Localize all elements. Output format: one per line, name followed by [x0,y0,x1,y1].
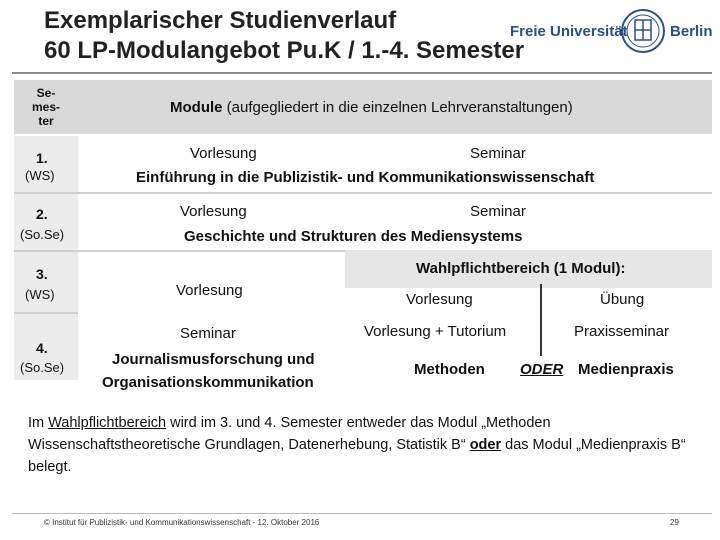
methoden-module: Methoden [414,361,485,378]
wahlpflicht-vorlesung: Vorlesung [406,291,473,308]
seal-icon [620,8,666,54]
slide-title [44,6,524,66]
semester-1-number: 1. [36,150,48,166]
title-line-1: Exemplarischer Studienverlauf [44,7,397,34]
row-divider-3 [14,312,78,314]
university-logo [510,8,713,54]
note-part-3: wird im 3. und 4. Semester entweder das Modul „Methoden Wissenschaftstheoretische Grundlagen, Datenerhebung, Statistik B“ [28,415,551,453]
row-1-vorlesung: Vorlesung [190,145,257,162]
semester-3-number: 3. [36,266,48,282]
note-part-1: Im [28,415,49,431]
sem-header-line-2: mes- [31,100,60,114]
module-header-text [170,99,573,116]
semester-2-number: 2. [36,206,48,222]
journalism-seminar: Seminar [180,325,236,342]
sem-header-line-1: Se- [36,86,56,100]
module-header-rest: (aufgegliedert in die einzelnen Lehrveranstaltungen) [222,99,573,116]
wahlpflicht-header: Wahlpflichtbereich (1 Modul): [416,260,626,277]
semester-4-number: 4. [36,340,48,356]
wahlpflicht-vorlesung-tutorium: Vorlesung + Tutorium [364,323,507,340]
row-2-vorlesung: Vorlesung [180,203,247,220]
footer-text: © Institut für Publizistik- und Kommunikationswissenschaft - 12. Oktober 2016 [44,518,320,527]
note-wahlpflicht: Wahlpflichtbereich [48,415,167,431]
note-paragraph [28,412,688,478]
title-line-2: 60 LP-Modulangebot Pu.K / 1.-4. Semester [44,37,525,64]
footer-divider [12,513,712,514]
row-1-module-title: Einführung in die Publizistik- und Kommunikationswissenschaft [136,169,595,186]
module-header-bold: Module [170,99,223,116]
row-1-seminar: Seminar [470,145,526,162]
row-2-module-title: Geschichte und Strukturen des Mediensystems [184,228,523,245]
page-number: 29 [670,518,679,527]
logo-text-right: Berlin [670,23,713,40]
medienpraxis-module: Medienpraxis [578,361,674,378]
note-oder: oder [469,437,502,453]
module-header [78,80,712,136]
oder-label: ODER [520,361,564,378]
row-2-seminar: Seminar [470,203,526,220]
wahlpflicht-divider [540,284,542,356]
title-divider [12,72,712,74]
wahlpflicht-uebung: Übung [600,291,645,308]
semester-1-term: (WS) [25,168,55,183]
note-part-5: das Modul „Medienpraxis B“ belegt. [28,437,686,475]
semester-header [14,80,78,136]
journalism-vorlesung: Vorlesung [176,282,243,299]
row-divider-1 [14,192,712,194]
journalism-title-line-2: Organisationskommunikation [102,374,314,391]
journalism-title-line-1: Journalismusforschung und [112,351,315,368]
semester-3-term: (WS) [25,287,55,302]
logo-text-left: Freie Universität [510,23,628,40]
semester-4-term: (So.Se) [20,360,65,375]
sem-header-line-3: ter [38,114,54,128]
wahlpflicht-praxisseminar: Praxisseminar [574,323,670,340]
semester-2-term: (So.Se) [20,227,65,242]
